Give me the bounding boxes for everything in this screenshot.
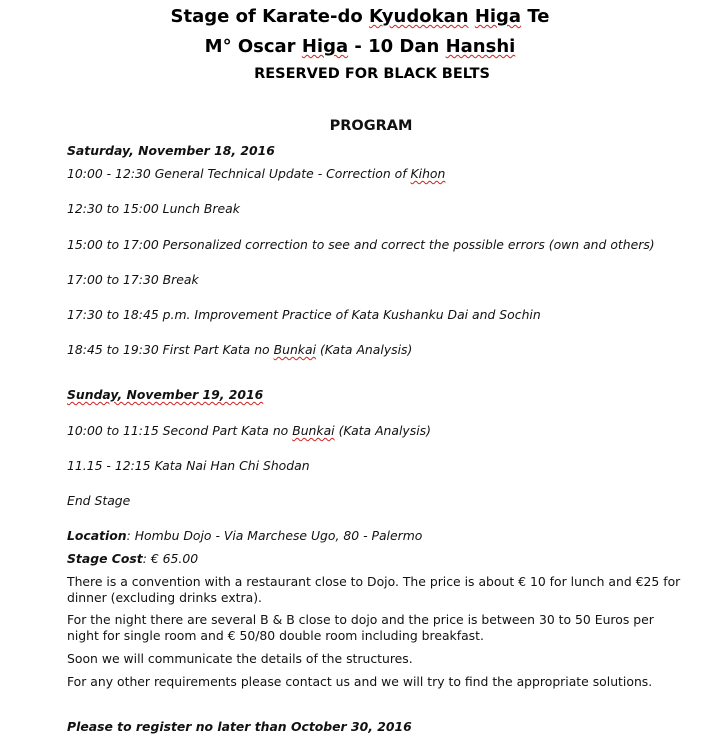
subtitle-part: M° Oscar	[204, 36, 302, 57]
schedule-item	[67, 237, 655, 253]
schedule-term: Bunkai	[292, 423, 335, 438]
schedule-item	[67, 166, 445, 182]
cost-value: : € 65.00	[142, 551, 199, 566]
schedule-text: 17:00 to 17:30 Break	[67, 272, 199, 287]
day2-date-text: Sunday, November 19, 2016	[67, 387, 264, 402]
schedule-text: 12:30 to 15:00 Lunch Break	[67, 201, 240, 216]
schedule-item	[67, 423, 431, 439]
schedule-text: (Kata Analysis)	[316, 342, 413, 357]
subtitle-part: - 10 Dan	[348, 36, 446, 57]
subtitle-part-higa: Higa	[301, 36, 349, 57]
location-label: Location	[67, 528, 127, 543]
schedule-text: 15:00 to 17:00 Personalized correction to see and correct the possible errors (own and others)	[67, 237, 655, 252]
title-part-higa: Higa	[474, 6, 522, 27]
day2-date	[67, 387, 263, 403]
title-part: Stage of Karate-do	[170, 6, 369, 27]
lodging-paragraph: For the night there are several B & B close to dojo and the price is between 30 to 50 Euros per night for single room and € 50/80 double room including breakfast.	[67, 612, 654, 643]
schedule-term: Bunkai	[273, 342, 317, 357]
schedule-text: 11.15 - 12:15 Kata Nai Han Chi Shodan	[67, 458, 310, 473]
document-title	[30, 6, 690, 27]
contact-paragraph: For any other requirements please contact us and we will try to find the appropriate solutions.	[67, 674, 653, 689]
subtitle-part-hanshi: Hanshi	[445, 36, 516, 57]
reserved-notice: RESERVED FOR BLACK BELTS	[254, 66, 490, 82]
day1-date: Saturday, November 18, 2016	[67, 143, 275, 158]
schedule-text: (Kata Analysis)	[334, 423, 431, 438]
schedule-text: 10:00 - 12:30 General Technical Update - Correction of	[67, 166, 411, 181]
schedule-text: 18:45 to 19:30 First Part Kata no	[67, 342, 274, 357]
schedule-item	[67, 307, 541, 323]
schedule-text: 17:30 to 18:45 p.m. Improvement Practice of Kata Kushanku Dai and Sochin	[67, 307, 541, 322]
cost-line	[67, 551, 198, 567]
schedule-item	[67, 342, 412, 358]
document-subtitle	[30, 36, 690, 57]
schedule-item	[67, 458, 310, 474]
structures-paragraph: Soon we will communicate the details of the structures.	[67, 651, 413, 666]
program-heading: PROGRAM	[329, 118, 413, 134]
title-part-kyudokan: Kyudokan	[369, 6, 469, 27]
schedule-term: Kihon	[410, 166, 446, 181]
cost-label: Stage Cost	[67, 551, 143, 566]
restaurant-paragraph: There is a convention with a restaurant close to Dojo. The price is about € 10 for lunch and €25 for dinner (excluding drinks extra).	[67, 574, 681, 605]
schedule-item	[67, 272, 199, 288]
schedule-text: 10:00 to 11:15 Second Part Kata no	[67, 423, 293, 438]
schedule-item	[67, 493, 130, 509]
title-part: Te	[521, 6, 550, 27]
registration-deadline: Please to register no later than October 30, 2016	[67, 719, 412, 734]
schedule-text: End Stage	[67, 493, 131, 508]
location-value: : Hombu Dojo - Via Marchese Ugo, 80 - Palermo	[126, 528, 423, 543]
location-line	[67, 528, 422, 544]
schedule-item	[67, 201, 240, 217]
